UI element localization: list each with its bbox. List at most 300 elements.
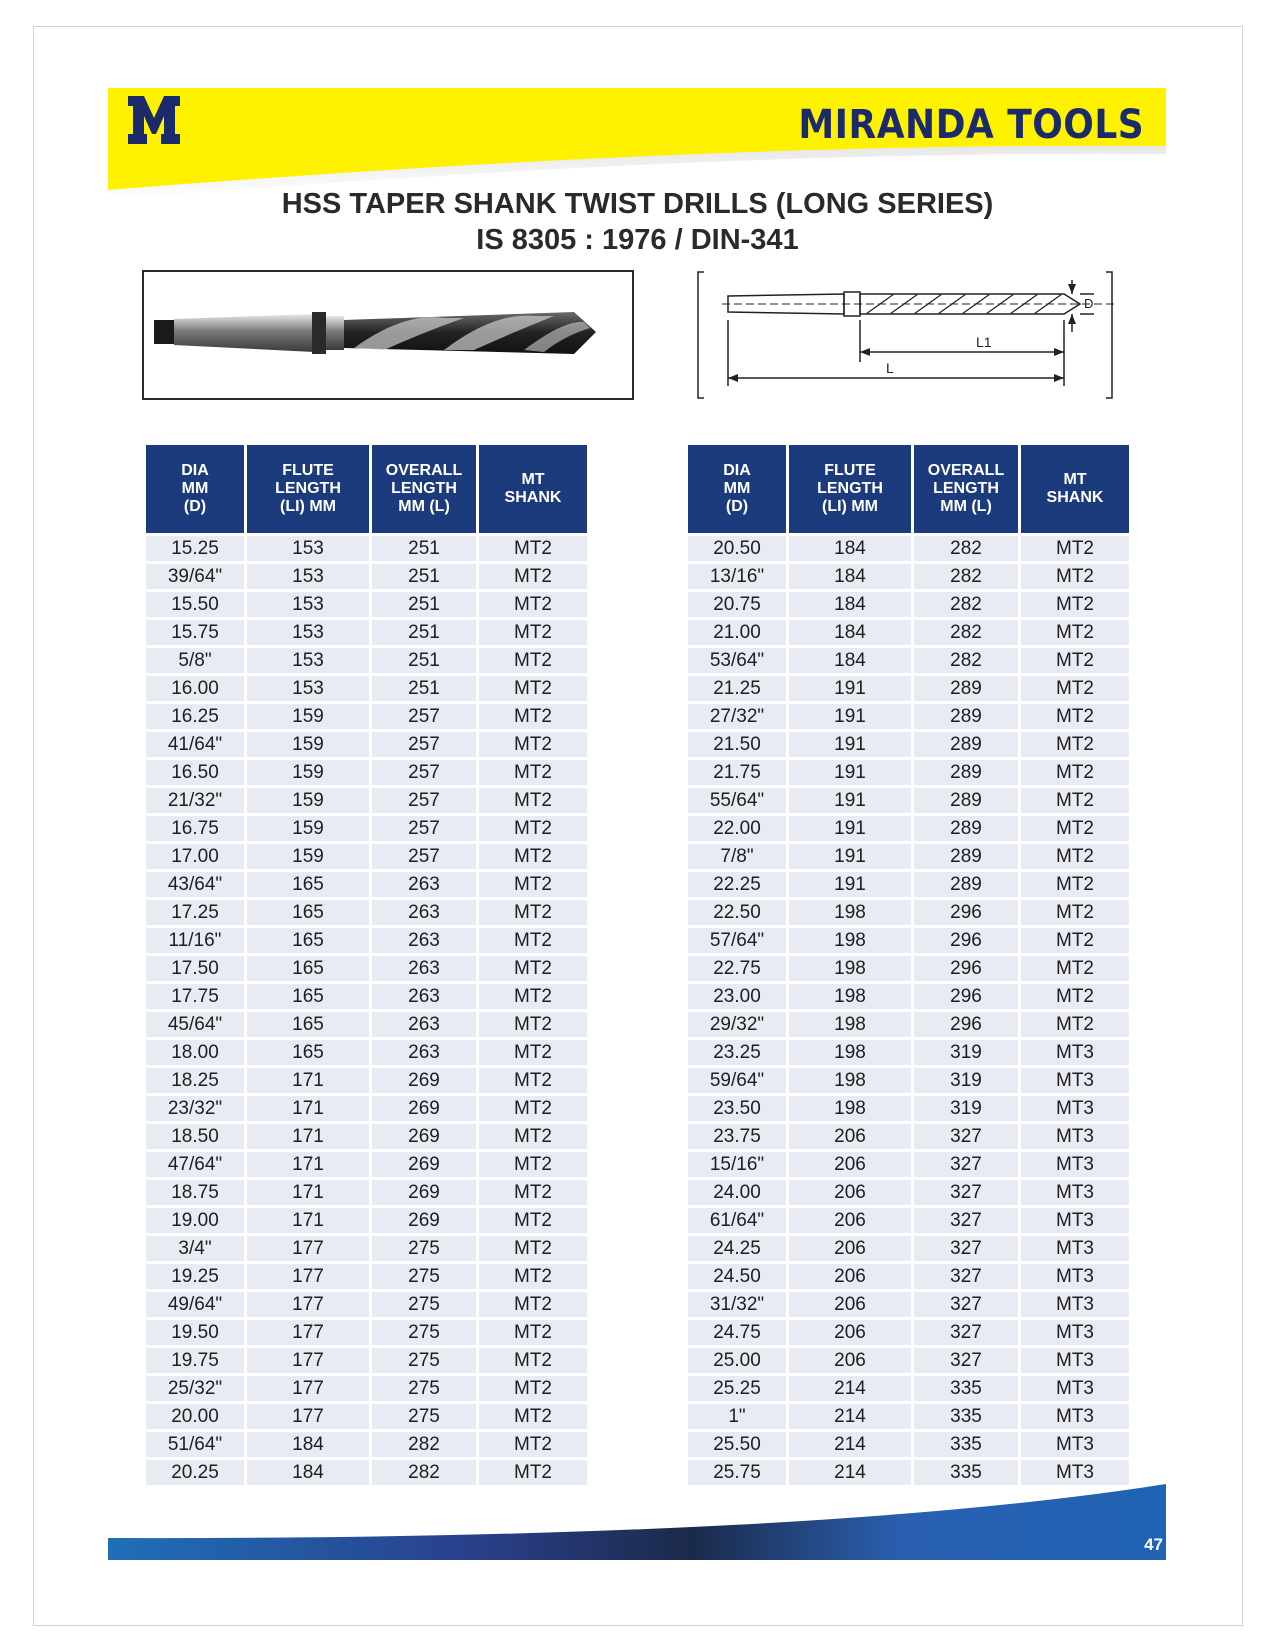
cell-flute-length: 177	[247, 1320, 369, 1345]
cell-dia: 27/32"	[688, 704, 786, 729]
page-number: 47	[1144, 1535, 1163, 1554]
table-header-row	[688, 445, 1129, 533]
cell-dia: 15.75	[146, 620, 244, 645]
header-flute-length: FLUTE LENGTH (LI) MM	[789, 445, 911, 533]
table-row	[146, 704, 587, 729]
cell-mt-shank: MT2	[479, 732, 587, 757]
logo-icon	[128, 96, 180, 144]
table-row	[146, 1124, 587, 1149]
cell-dia: 17.50	[146, 956, 244, 981]
table-row	[688, 984, 1129, 1009]
cell-overall-length: 282	[372, 1460, 476, 1485]
cell-flute-length: 206	[789, 1292, 911, 1317]
cell-overall-length: 251	[372, 676, 476, 701]
cell-dia: 21.25	[688, 676, 786, 701]
table-row	[688, 676, 1129, 701]
cell-mt-shank: MT2	[1021, 956, 1129, 981]
cell-flute-length: 198	[789, 1012, 911, 1037]
cell-mt-shank: MT3	[1021, 1096, 1129, 1121]
cell-flute-length: 198	[789, 928, 911, 953]
table-row	[688, 1124, 1129, 1149]
cell-dia: 3/4"	[146, 1236, 244, 1261]
cell-mt-shank: MT3	[1021, 1376, 1129, 1401]
cell-overall-length: 327	[914, 1180, 1018, 1205]
cell-dia: 24.50	[688, 1264, 786, 1289]
cell-mt-shank: MT2	[479, 816, 587, 841]
table-row	[688, 956, 1129, 981]
diagram-label-l: L	[886, 360, 894, 376]
cell-flute-length: 177	[247, 1292, 369, 1317]
table-row	[146, 928, 587, 953]
cell-overall-length: 275	[372, 1376, 476, 1401]
cell-flute-length: 171	[247, 1096, 369, 1121]
table-row	[688, 760, 1129, 785]
cell-mt-shank: MT2	[479, 928, 587, 953]
diagram-label-l1: L1	[976, 334, 992, 350]
cell-overall-length: 327	[914, 1208, 1018, 1233]
cell-flute-length: 198	[789, 984, 911, 1009]
cell-flute-length: 184	[789, 648, 911, 673]
table-row	[688, 816, 1129, 841]
cell-mt-shank: MT2	[1021, 536, 1129, 561]
table-row	[146, 760, 587, 785]
cell-mt-shank: MT2	[479, 564, 587, 589]
table-row	[146, 1208, 587, 1233]
cell-flute-length: 153	[247, 536, 369, 561]
header-dia: DIA MM (D)	[146, 445, 244, 533]
cell-flute-length: 191	[789, 676, 911, 701]
cell-overall-length: 282	[914, 536, 1018, 561]
table-row	[146, 1404, 587, 1429]
cell-flute-length: 171	[247, 1180, 369, 1205]
cell-dia: 19.00	[146, 1208, 244, 1233]
cell-flute-length: 206	[789, 1208, 911, 1233]
cell-dia: 15/16"	[688, 1152, 786, 1177]
cell-mt-shank: MT3	[1021, 1236, 1129, 1261]
cell-dia: 22.75	[688, 956, 786, 981]
table-row	[146, 676, 587, 701]
cell-dia: 22.25	[688, 872, 786, 897]
cell-dia: 25.50	[688, 1432, 786, 1457]
cell-flute-length: 171	[247, 1152, 369, 1177]
table-row	[146, 1040, 587, 1065]
cell-overall-length: 275	[372, 1320, 476, 1345]
cell-mt-shank: MT2	[479, 1432, 587, 1457]
table-row	[146, 536, 587, 561]
cell-dia: 23/32"	[146, 1096, 244, 1121]
cell-mt-shank: MT3	[1021, 1432, 1129, 1457]
cell-dia: 29/32"	[688, 1012, 786, 1037]
table-row	[146, 1376, 587, 1401]
cell-dia: 16.00	[146, 676, 244, 701]
cell-dia: 15.25	[146, 536, 244, 561]
cell-flute-length: 198	[789, 900, 911, 925]
table-row	[146, 1292, 587, 1317]
table-row	[688, 704, 1129, 729]
cell-dia: 22.50	[688, 900, 786, 925]
cell-mt-shank: MT2	[479, 1404, 587, 1429]
cell-flute-length: 159	[247, 704, 369, 729]
cell-flute-length: 214	[789, 1376, 911, 1401]
cell-mt-shank: MT2	[479, 1236, 587, 1261]
cell-flute-length: 198	[789, 1068, 911, 1093]
cell-mt-shank: MT2	[1021, 676, 1129, 701]
table-row	[146, 648, 587, 673]
cell-overall-length: 335	[914, 1404, 1018, 1429]
cell-dia: 61/64"	[688, 1208, 786, 1233]
cell-dia: 19.75	[146, 1348, 244, 1373]
cell-overall-length: 269	[372, 1124, 476, 1149]
table-row	[688, 1292, 1129, 1317]
table-row	[146, 1180, 587, 1205]
cell-mt-shank: MT2	[1021, 900, 1129, 925]
cell-overall-length: 263	[372, 900, 476, 925]
cell-flute-length: 153	[247, 564, 369, 589]
spec-table-right	[685, 442, 1132, 1488]
cell-mt-shank: MT2	[1021, 760, 1129, 785]
cell-flute-length: 206	[789, 1348, 911, 1373]
cell-flute-length: 159	[247, 844, 369, 869]
cell-overall-length: 269	[372, 1152, 476, 1177]
cell-mt-shank: MT2	[479, 1152, 587, 1177]
cell-flute-length: 165	[247, 1040, 369, 1065]
cell-flute-length: 165	[247, 1012, 369, 1037]
cell-flute-length: 159	[247, 788, 369, 813]
cell-overall-length: 263	[372, 956, 476, 981]
cell-dia: 5/8"	[146, 648, 244, 673]
cell-overall-length: 263	[372, 984, 476, 1009]
table-row	[688, 536, 1129, 561]
cell-flute-length: 191	[789, 788, 911, 813]
table-row	[688, 844, 1129, 869]
cell-dia: 43/64"	[146, 872, 244, 897]
cell-dia: 16.50	[146, 760, 244, 785]
table-row	[688, 1460, 1129, 1485]
table-row	[146, 1012, 587, 1037]
cell-flute-length: 171	[247, 1208, 369, 1233]
cell-mt-shank: MT3	[1021, 1460, 1129, 1485]
cell-dia: 49/64"	[146, 1292, 244, 1317]
table-row	[688, 1068, 1129, 1093]
cell-mt-shank: MT3	[1021, 1348, 1129, 1373]
cell-dia: 55/64"	[688, 788, 786, 813]
cell-overall-length: 263	[372, 872, 476, 897]
cell-dia: 25/32"	[146, 1376, 244, 1401]
cell-flute-length: 184	[247, 1432, 369, 1457]
cell-overall-length: 289	[914, 844, 1018, 869]
title-line-2: IS 8305 : 1976 / DIN-341	[476, 224, 799, 256]
cell-dia: 1"	[688, 1404, 786, 1429]
cell-overall-length: 269	[372, 1208, 476, 1233]
table-row	[688, 1012, 1129, 1037]
cell-overall-length: 282	[914, 564, 1018, 589]
table-row	[146, 844, 587, 869]
cell-flute-length: 165	[247, 900, 369, 925]
cell-mt-shank: MT2	[479, 1068, 587, 1093]
cell-flute-length: 191	[789, 844, 911, 869]
table-row	[688, 872, 1129, 897]
cell-mt-shank: MT2	[479, 1320, 587, 1345]
cell-flute-length: 159	[247, 816, 369, 841]
cell-mt-shank: MT2	[479, 984, 587, 1009]
cell-overall-length: 296	[914, 984, 1018, 1009]
table-row	[688, 732, 1129, 757]
cell-flute-length: 206	[789, 1180, 911, 1205]
table-header-row	[146, 445, 587, 533]
table-row	[688, 788, 1129, 813]
cell-flute-length: 198	[789, 956, 911, 981]
cell-overall-length: 251	[372, 592, 476, 617]
cell-dia: 59/64"	[688, 1068, 786, 1093]
cell-mt-shank: MT2	[479, 1460, 587, 1485]
cell-overall-length: 327	[914, 1236, 1018, 1261]
cell-dia: 11/16"	[146, 928, 244, 953]
cell-overall-length: 257	[372, 788, 476, 813]
cell-overall-length: 296	[914, 900, 1018, 925]
brand-name: MIRANDA TOOLS	[798, 102, 1144, 148]
cell-dia: 18.75	[146, 1180, 244, 1205]
cell-overall-length: 319	[914, 1096, 1018, 1121]
cell-flute-length: 184	[789, 564, 911, 589]
footer-band	[108, 1484, 1166, 1560]
cell-mt-shank: MT2	[1021, 620, 1129, 645]
cell-mt-shank: MT2	[479, 1292, 587, 1317]
table-row	[688, 1208, 1129, 1233]
header-mt-shank: MT SHANK	[1021, 445, 1129, 533]
table-row	[146, 1320, 587, 1345]
cell-mt-shank: MT2	[479, 704, 587, 729]
table-row	[688, 1348, 1129, 1373]
cell-dia: 23.50	[688, 1096, 786, 1121]
cell-overall-length: 275	[372, 1348, 476, 1373]
cell-overall-length: 269	[372, 1068, 476, 1093]
cell-flute-length: 184	[789, 592, 911, 617]
cell-overall-length: 327	[914, 1348, 1018, 1373]
cell-dia: 20.00	[146, 1404, 244, 1429]
header-mt-shank: MT SHANK	[479, 445, 587, 533]
cell-dia: 17.75	[146, 984, 244, 1009]
cell-overall-length: 282	[914, 648, 1018, 673]
cell-mt-shank: MT2	[479, 1012, 587, 1037]
cell-dia: 18.50	[146, 1124, 244, 1149]
cell-overall-length: 275	[372, 1292, 476, 1317]
cell-mt-shank: MT3	[1021, 1124, 1129, 1149]
cell-mt-shank: MT2	[1021, 928, 1129, 953]
table-row	[688, 1152, 1129, 1177]
cell-overall-length: 327	[914, 1152, 1018, 1177]
cell-overall-length: 269	[372, 1180, 476, 1205]
table-row	[146, 592, 587, 617]
cell-flute-length: 159	[247, 760, 369, 785]
table-row	[146, 1152, 587, 1177]
cell-mt-shank: MT3	[1021, 1264, 1129, 1289]
cell-dia: 31/32"	[688, 1292, 786, 1317]
cell-overall-length: 289	[914, 676, 1018, 701]
cell-mt-shank: MT2	[1021, 816, 1129, 841]
cell-flute-length: 206	[789, 1236, 911, 1261]
cell-dia: 45/64"	[146, 1012, 244, 1037]
cell-flute-length: 184	[789, 536, 911, 561]
cell-flute-length: 153	[247, 676, 369, 701]
cell-overall-length: 296	[914, 956, 1018, 981]
table-row	[146, 1096, 587, 1121]
table-row	[146, 1236, 587, 1261]
table-row	[688, 592, 1129, 617]
cell-overall-length: 289	[914, 872, 1018, 897]
cell-dia: 53/64"	[688, 648, 786, 673]
cell-mt-shank: MT2	[479, 788, 587, 813]
cell-mt-shank: MT2	[479, 620, 587, 645]
cell-mt-shank: MT3	[1021, 1320, 1129, 1345]
cell-overall-length: 257	[372, 732, 476, 757]
table-row	[146, 956, 587, 981]
cell-dia: 23.75	[688, 1124, 786, 1149]
cell-dia: 21.50	[688, 732, 786, 757]
cell-flute-length: 191	[789, 704, 911, 729]
header-dia: DIA MM (D)	[688, 445, 786, 533]
table-row	[688, 1432, 1129, 1457]
cell-dia: 17.00	[146, 844, 244, 869]
cell-dia: 20.75	[688, 592, 786, 617]
cell-mt-shank: MT3	[1021, 1180, 1129, 1205]
diagram-label-d: D	[1084, 296, 1094, 311]
spec-table-left	[143, 442, 590, 1488]
table-row	[688, 564, 1129, 589]
table-row	[146, 620, 587, 645]
cell-overall-length: 263	[372, 1012, 476, 1037]
cell-flute-length: 198	[789, 1096, 911, 1121]
cell-dia: 24.00	[688, 1180, 786, 1205]
cell-dia: 51/64"	[146, 1432, 244, 1457]
cell-overall-length: 251	[372, 564, 476, 589]
cell-mt-shank: MT3	[1021, 1404, 1129, 1429]
cell-overall-length: 335	[914, 1432, 1018, 1457]
cell-dia: 19.25	[146, 1264, 244, 1289]
cell-overall-length: 251	[372, 648, 476, 673]
cell-overall-length: 257	[372, 816, 476, 841]
cell-overall-length: 263	[372, 1040, 476, 1065]
table-row	[146, 788, 587, 813]
title-line-1: HSS TAPER SHANK TWIST DRILLS (LONG SERIES)	[281, 188, 994, 220]
cell-dia: 23.25	[688, 1040, 786, 1065]
cell-overall-length: 319	[914, 1040, 1018, 1065]
cell-dia: 21.75	[688, 760, 786, 785]
table-row	[146, 872, 587, 897]
cell-flute-length: 184	[789, 620, 911, 645]
cell-overall-length: 257	[372, 704, 476, 729]
cell-mt-shank: MT2	[1021, 648, 1129, 673]
cell-overall-length: 282	[372, 1432, 476, 1457]
cell-overall-length: 289	[914, 816, 1018, 841]
cell-mt-shank: MT2	[479, 1348, 587, 1373]
cell-overall-length: 275	[372, 1236, 476, 1261]
drill-dimension-diagram	[694, 270, 1118, 400]
cell-dia: 17.25	[146, 900, 244, 925]
table-row	[146, 1264, 587, 1289]
cell-mt-shank: MT3	[1021, 1040, 1129, 1065]
table-row	[146, 732, 587, 757]
cell-dia: 21/32"	[146, 788, 244, 813]
cell-mt-shank: MT2	[479, 648, 587, 673]
table-row	[688, 1236, 1129, 1261]
cell-flute-length: 191	[789, 872, 911, 897]
cell-overall-length: 251	[372, 620, 476, 645]
cell-mt-shank: MT2	[1021, 872, 1129, 897]
cell-flute-length: 198	[789, 1040, 911, 1065]
cell-mt-shank: MT2	[479, 676, 587, 701]
cell-flute-length: 177	[247, 1404, 369, 1429]
cell-dia: 21.00	[688, 620, 786, 645]
table-row	[688, 648, 1129, 673]
cell-flute-length: 165	[247, 872, 369, 897]
cell-mt-shank: MT2	[1021, 564, 1129, 589]
cell-flute-length: 177	[247, 1236, 369, 1261]
cell-dia: 20.25	[146, 1460, 244, 1485]
header-flute-length: FLUTE LENGTH (LI) MM	[247, 445, 369, 533]
table-row	[146, 1068, 587, 1093]
cell-flute-length: 214	[789, 1404, 911, 1429]
cell-dia: 57/64"	[688, 928, 786, 953]
cell-mt-shank: MT2	[1021, 984, 1129, 1009]
cell-dia: 23.00	[688, 984, 786, 1009]
cell-flute-length: 206	[789, 1264, 911, 1289]
table-row	[688, 928, 1129, 953]
table-row	[688, 1404, 1129, 1429]
table-row	[688, 1040, 1129, 1065]
cell-flute-length: 171	[247, 1124, 369, 1149]
cell-overall-length: 263	[372, 928, 476, 953]
header-overall-length: OVERALL LENGTH MM (L)	[914, 445, 1018, 533]
table-row	[688, 1376, 1129, 1401]
table-row	[688, 900, 1129, 925]
cell-dia: 15.50	[146, 592, 244, 617]
cell-flute-length: 177	[247, 1376, 369, 1401]
table-row	[146, 900, 587, 925]
cell-dia: 25.75	[688, 1460, 786, 1485]
cell-dia: 16.75	[146, 816, 244, 841]
cell-dia: 19.50	[146, 1320, 244, 1345]
cell-dia: 20.50	[688, 536, 786, 561]
table-row	[688, 1320, 1129, 1345]
cell-overall-length: 335	[914, 1460, 1018, 1485]
page-title	[0, 186, 1275, 258]
table-row	[688, 1264, 1129, 1289]
cell-mt-shank: MT2	[479, 1180, 587, 1205]
cell-overall-length: 296	[914, 1012, 1018, 1037]
table-row	[146, 1348, 587, 1373]
cell-mt-shank: MT2	[479, 872, 587, 897]
cell-mt-shank: MT3	[1021, 1208, 1129, 1233]
table-row	[146, 1460, 587, 1485]
cell-dia: 47/64"	[146, 1152, 244, 1177]
cell-flute-length: 191	[789, 732, 911, 757]
cell-mt-shank: MT2	[1021, 844, 1129, 869]
cell-mt-shank: MT3	[1021, 1068, 1129, 1093]
cell-dia: 22.00	[688, 816, 786, 841]
cell-mt-shank: MT2	[1021, 788, 1129, 813]
cell-flute-length: 153	[247, 592, 369, 617]
cell-mt-shank: MT2	[1021, 704, 1129, 729]
cell-flute-length: 177	[247, 1264, 369, 1289]
cell-overall-length: 282	[914, 592, 1018, 617]
cell-overall-length: 257	[372, 844, 476, 869]
table-row	[146, 564, 587, 589]
cell-flute-length: 165	[247, 956, 369, 981]
cell-flute-length: 165	[247, 928, 369, 953]
cell-overall-length: 251	[372, 536, 476, 561]
cell-flute-length: 191	[789, 760, 911, 785]
cell-mt-shank: MT2	[479, 1040, 587, 1065]
